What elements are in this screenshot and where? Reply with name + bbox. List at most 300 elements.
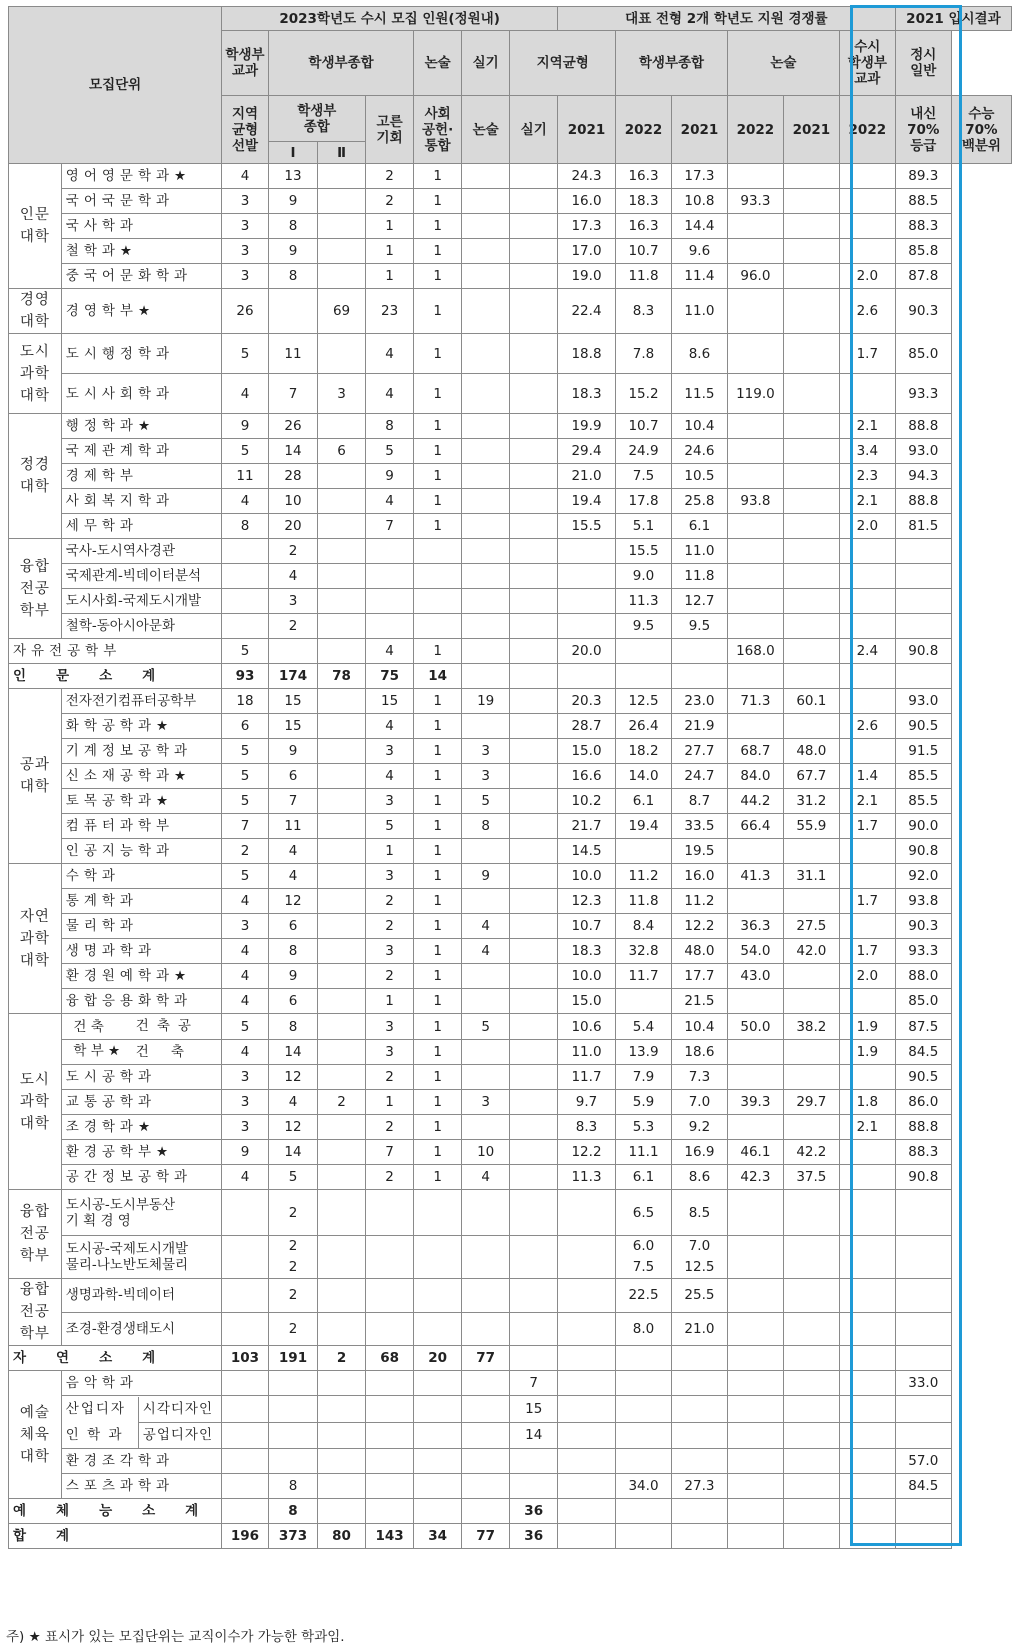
value-cell: 90.3 — [895, 914, 951, 939]
value-cell — [510, 714, 558, 739]
value-cell — [414, 1312, 462, 1346]
value-cell: 1 — [414, 214, 462, 239]
value-cell: 3 — [222, 914, 268, 939]
value-cell — [318, 1371, 366, 1396]
value-cell: 10 — [461, 1140, 510, 1165]
value-cell — [783, 1346, 839, 1371]
value-cell — [414, 614, 462, 639]
table-row — [9, 814, 1012, 839]
value-cell: 8 — [268, 1014, 318, 1040]
value-cell — [895, 1346, 951, 1371]
value-cell: 88.3 — [895, 1140, 951, 1165]
value-cell: 8 — [365, 414, 414, 439]
value-cell: 1.7 — [839, 939, 895, 964]
value-cell — [616, 839, 672, 864]
value-cell — [365, 1236, 414, 1279]
value-cell — [783, 1115, 839, 1140]
value-cell — [783, 989, 839, 1014]
table-row — [9, 1014, 1012, 1040]
unit-name: 철학과★ — [61, 239, 221, 264]
value-cell: 5 — [268, 1165, 318, 1190]
value-cell — [839, 1474, 895, 1499]
value-cell: 12 — [268, 889, 318, 914]
value-cell — [318, 1115, 366, 1140]
value-cell: 4 — [222, 989, 268, 1014]
value-cell: 10.6 — [557, 1014, 615, 1040]
value-cell: 4 — [222, 964, 268, 989]
value-cell: 85.8 — [895, 239, 951, 264]
value-cell: 3 — [365, 939, 414, 964]
value-cell: 10.0 — [557, 964, 615, 989]
value-cell — [839, 739, 895, 764]
table-row — [9, 864, 1012, 889]
value-cell: 1 — [414, 739, 462, 764]
value-cell: 1 — [414, 264, 462, 289]
value-cell — [839, 564, 895, 589]
value-cell — [510, 864, 558, 889]
value-cell: 2.1 — [839, 414, 895, 439]
value-cell: 5 — [222, 439, 268, 464]
value-cell — [318, 1065, 366, 1090]
value-cell — [727, 1422, 783, 1449]
value-cell: 19.4 — [557, 489, 615, 514]
value-cell — [616, 1346, 672, 1371]
value-cell: 4 — [365, 489, 414, 514]
value-cell — [895, 564, 951, 589]
unit-name: 컴퓨터과학부 — [61, 814, 221, 839]
value-cell — [839, 1449, 895, 1474]
value-cell — [895, 1190, 951, 1236]
value-cell — [839, 1065, 895, 1090]
value-cell: 1 — [414, 164, 462, 189]
value-cell — [557, 1396, 615, 1423]
value-cell: 75 — [365, 664, 414, 689]
value-cell — [461, 164, 510, 189]
value-cell — [461, 489, 510, 514]
value-cell — [318, 239, 366, 264]
header-recruit-title: 2023학년도 수시 모집 인원(정원내) — [222, 7, 558, 31]
value-cell: 17.7 — [671, 964, 727, 989]
value-cell: 69 — [318, 289, 366, 334]
value-cell: 9.6 — [671, 239, 727, 264]
value-cell — [557, 1312, 615, 1346]
value-cell — [510, 374, 558, 414]
value-cell — [839, 239, 895, 264]
value-cell: 11.0 — [671, 539, 727, 564]
value-cell: 88.3 — [895, 214, 951, 239]
value-cell — [318, 489, 366, 514]
table-row — [9, 964, 1012, 989]
value-cell — [727, 439, 783, 464]
value-cell: 66.4 — [727, 814, 783, 839]
value-cell — [783, 239, 839, 264]
value-cell — [222, 1422, 268, 1449]
value-cell — [510, 789, 558, 814]
value-cell: 12.2 — [671, 914, 727, 939]
value-cell — [839, 1165, 895, 1190]
value-cell: 24.6 — [671, 439, 727, 464]
value-cell: 77 — [461, 1524, 510, 1549]
value-cell — [461, 1499, 510, 1524]
value-cell: 1 — [414, 889, 462, 914]
value-cell — [727, 1312, 783, 1346]
value-cell — [510, 639, 558, 664]
value-cell — [365, 1449, 414, 1474]
value-cell — [461, 1474, 510, 1499]
table-row — [9, 664, 1012, 689]
value-cell: 11.2 — [671, 889, 727, 914]
value-cell: 1 — [414, 914, 462, 939]
value-cell — [727, 1236, 783, 1279]
value-cell: 10.8 — [671, 189, 727, 214]
value-cell: 14 — [510, 1422, 558, 1449]
value-cell — [318, 1236, 366, 1279]
value-cell — [727, 889, 783, 914]
unit-name: 물리학과 — [61, 914, 221, 939]
value-cell: 1 — [414, 1140, 462, 1165]
header-social-contribution: 사회 공헌· 통합 — [414, 96, 462, 164]
value-cell — [671, 1371, 727, 1396]
table-row — [9, 439, 1012, 464]
value-cell: 11.3 — [616, 589, 672, 614]
value-cell: 5.1 — [616, 514, 672, 539]
value-cell — [839, 539, 895, 564]
table-row — [9, 1065, 1012, 1090]
value-cell — [895, 1312, 951, 1346]
value-cell: 14.0 — [616, 764, 672, 789]
value-cell: 11.0 — [671, 289, 727, 334]
value-cell — [783, 964, 839, 989]
value-cell — [839, 1279, 895, 1313]
value-cell — [510, 489, 558, 514]
table-row — [9, 1371, 1012, 1396]
value-cell — [318, 1140, 366, 1165]
value-cell: 24.7 — [671, 764, 727, 789]
value-cell — [671, 1396, 727, 1423]
value-cell: 18 — [222, 689, 268, 714]
value-cell — [727, 589, 783, 614]
value-cell — [895, 1396, 951, 1423]
value-cell: 15.0 — [557, 989, 615, 1014]
value-cell: 6 — [318, 439, 366, 464]
value-cell — [783, 539, 839, 564]
value-cell — [783, 489, 839, 514]
value-cell: 2.3 — [839, 464, 895, 489]
value-cell: 1 — [414, 864, 462, 889]
value-cell: 2 — [268, 1312, 318, 1346]
value-cell: 11.0 — [557, 1040, 615, 1065]
unit-name: 행정학과★ — [61, 414, 221, 439]
value-cell: 1 — [414, 334, 462, 374]
value-cell: 1.9 — [839, 1014, 895, 1040]
value-cell: 12.3 — [557, 889, 615, 914]
value-cell — [727, 714, 783, 739]
value-cell: 1 — [414, 1115, 462, 1140]
value-cell: 5 — [365, 439, 414, 464]
value-cell — [783, 564, 839, 589]
header-result-title: 2021 입시결과 — [895, 7, 1011, 31]
value-cell: 3.4 — [839, 439, 895, 464]
admissions-table-wrapper — [8, 6, 1012, 1549]
value-cell — [895, 614, 951, 639]
value-cell — [461, 639, 510, 664]
value-cell — [510, 589, 558, 614]
value-cell — [839, 1499, 895, 1524]
value-cell: 11.2 — [616, 864, 672, 889]
value-cell: 1.9 — [839, 1040, 895, 1065]
value-cell: 8.7 — [671, 789, 727, 814]
value-cell — [839, 689, 895, 714]
footnote: 주) ★ 표시가 있는 모집단위는 교직이수가 가능한 학과임. — [6, 1629, 345, 1645]
value-cell: 57.0 — [895, 1449, 951, 1474]
value-cell — [268, 1396, 318, 1423]
table-body — [9, 164, 1012, 1549]
value-cell — [318, 764, 366, 789]
value-cell: 42.3 — [727, 1165, 783, 1190]
value-cell: 93.8 — [895, 889, 951, 914]
value-cell: 15 — [268, 689, 318, 714]
value-cell: 3 — [365, 789, 414, 814]
value-cell: 2.4 — [839, 639, 895, 664]
value-cell — [318, 1422, 366, 1449]
value-cell — [783, 1065, 839, 1090]
value-cell — [318, 1396, 366, 1423]
value-cell: 168.0 — [727, 639, 783, 664]
value-cell: 81.5 — [895, 514, 951, 539]
value-cell: 48.0 — [783, 739, 839, 764]
value-cell — [318, 1499, 366, 1524]
value-cell: 31.1 — [783, 864, 839, 889]
header-equal-opportunity: 고른 기회 — [365, 96, 414, 164]
value-cell: 191 — [268, 1346, 318, 1371]
value-cell: 10.4 — [671, 1014, 727, 1040]
value-cell — [727, 839, 783, 864]
value-cell — [839, 189, 895, 214]
value-cell: 9.5 — [616, 614, 672, 639]
value-cell — [461, 1371, 510, 1396]
value-cell — [365, 1371, 414, 1396]
value-cell — [895, 539, 951, 564]
value-cell: 3 — [222, 1065, 268, 1090]
value-cell: 8 — [222, 514, 268, 539]
value-cell — [461, 334, 510, 374]
unit-name: 국제관계-빅데이터분석 — [61, 564, 221, 589]
value-cell — [671, 1499, 727, 1524]
value-cell — [222, 1279, 268, 1313]
value-cell — [510, 1140, 558, 1165]
value-cell: 15 — [510, 1396, 558, 1423]
value-cell — [222, 1312, 268, 1346]
value-cell — [510, 1190, 558, 1236]
table-row — [9, 189, 1012, 214]
value-cell: 8.4 — [616, 914, 672, 939]
value-cell: 5.4 — [616, 1014, 672, 1040]
value-cell — [839, 1346, 895, 1371]
value-cell: 33.0 — [895, 1371, 951, 1396]
value-cell: 4 — [365, 639, 414, 664]
value-cell — [727, 539, 783, 564]
value-cell: 11.8 — [616, 264, 672, 289]
value-cell — [510, 1236, 558, 1279]
unit-name: 환경공학부★ — [61, 1140, 221, 1165]
value-cell: 1 — [365, 1090, 414, 1115]
value-cell: 2 — [268, 1190, 318, 1236]
value-cell — [839, 164, 895, 189]
value-cell: 2 — [365, 889, 414, 914]
value-cell — [461, 374, 510, 414]
value-cell — [727, 1449, 783, 1474]
unit-name: 도시사회-국제도시개발 — [61, 589, 221, 614]
value-cell: 15.0 — [557, 739, 615, 764]
value-cell — [783, 464, 839, 489]
unit-name: 도시공-도시부동산 기 획 경 영 — [61, 1190, 221, 1236]
value-cell: 93.0 — [895, 689, 951, 714]
value-cell: 16.6 — [557, 764, 615, 789]
value-cell — [510, 164, 558, 189]
value-cell — [671, 1346, 727, 1371]
value-cell — [318, 589, 366, 614]
value-cell: 5 — [365, 814, 414, 839]
value-cell: 3 — [365, 1014, 414, 1040]
value-cell: 1.8 — [839, 1090, 895, 1115]
value-cell: 2.0 — [839, 514, 895, 539]
value-cell: 3 — [318, 374, 366, 414]
value-cell: 2.1 — [839, 789, 895, 814]
unit-name: 건축 — [61, 1040, 221, 1065]
value-cell: 1 — [414, 714, 462, 739]
value-cell — [783, 1312, 839, 1346]
value-cell: 7 — [268, 789, 318, 814]
value-cell: 9.7 — [557, 1090, 615, 1115]
value-cell: 8 — [268, 1474, 318, 1499]
value-cell: 15.2 — [616, 374, 672, 414]
college-name: 공과 대학 — [9, 689, 62, 864]
table-row — [9, 1524, 1012, 1549]
value-cell: 90.8 — [895, 839, 951, 864]
value-cell: 1 — [365, 264, 414, 289]
value-cell — [727, 1190, 783, 1236]
value-cell — [318, 334, 366, 374]
value-cell — [510, 564, 558, 589]
value-cell: 31.2 — [783, 789, 839, 814]
value-cell: 88.8 — [895, 489, 951, 514]
design-group: 산업디자 인 학 과 — [65, 1401, 126, 1443]
value-cell — [461, 1190, 510, 1236]
value-cell: 4 — [268, 1090, 318, 1115]
value-cell — [461, 1422, 510, 1449]
value-cell — [839, 839, 895, 864]
value-cell — [510, 264, 558, 289]
table-header — [9, 7, 1012, 164]
value-cell — [365, 539, 414, 564]
value-cell: 21.7 — [557, 814, 615, 839]
value-cell — [414, 1474, 462, 1499]
value-cell — [783, 1279, 839, 1313]
value-cell — [783, 1371, 839, 1396]
value-cell — [318, 964, 366, 989]
value-cell — [461, 714, 510, 739]
value-cell: 68.7 — [727, 739, 783, 764]
unit-name: 세무학과 — [61, 514, 221, 539]
header-year-essay-2022: 2022 — [839, 96, 895, 164]
value-cell — [783, 714, 839, 739]
value-cell: 20.3 — [557, 689, 615, 714]
value-cell: 88.0 — [895, 964, 951, 989]
table-row — [9, 539, 1012, 564]
value-cell: 2 — [222, 839, 268, 864]
value-cell — [318, 889, 366, 914]
value-cell — [783, 1396, 839, 1423]
value-cell — [461, 964, 510, 989]
table-row — [9, 374, 1012, 414]
value-cell — [222, 589, 268, 614]
value-cell: 18.6 — [671, 1040, 727, 1065]
value-cell — [510, 1279, 558, 1313]
value-cell — [318, 864, 366, 889]
value-cell: 5.3 — [616, 1115, 672, 1140]
arch-group: 건 축 학 부 ★ — [73, 1019, 121, 1059]
value-cell — [365, 1474, 414, 1499]
table-row — [9, 1312, 1012, 1346]
value-cell — [510, 889, 558, 914]
value-cell — [222, 614, 268, 639]
value-cell: 2.1 — [839, 1115, 895, 1140]
value-cell — [895, 1499, 951, 1524]
value-cell: 14 — [414, 664, 462, 689]
value-cell: 90.8 — [895, 1165, 951, 1190]
value-cell: 7.0 — [671, 1090, 727, 1115]
value-cell: 6 — [268, 764, 318, 789]
value-cell — [783, 334, 839, 374]
value-cell: 4 — [365, 764, 414, 789]
unit-name: 합계 — [9, 1524, 222, 1549]
value-cell: 7.8 — [616, 334, 672, 374]
value-cell — [839, 1371, 895, 1396]
header-comprehensive-1: Ⅰ — [268, 142, 318, 164]
value-cell: 7 — [268, 374, 318, 414]
value-cell — [461, 589, 510, 614]
value-cell: 21.0 — [671, 1312, 727, 1346]
value-cell: 28 — [268, 464, 318, 489]
value-cell: 6.1 — [616, 789, 672, 814]
value-cell: 5 — [222, 1014, 268, 1040]
value-cell — [461, 214, 510, 239]
value-cell: 1 — [365, 214, 414, 239]
header-regional-selection: 지역 균형 선발 — [222, 96, 268, 164]
value-cell: 10.5 — [671, 464, 727, 489]
unit-name: 영어영문학과★ — [61, 164, 221, 189]
value-cell: 3 — [222, 1090, 268, 1115]
value-cell: 4 — [222, 374, 268, 414]
value-cell: 7.5 — [616, 464, 672, 489]
table-row — [9, 564, 1012, 589]
table-row — [9, 1140, 1012, 1165]
table-row — [9, 164, 1012, 189]
value-cell — [461, 1236, 510, 1279]
value-cell: 17.8 — [616, 489, 672, 514]
value-cell: 11.5 — [671, 374, 727, 414]
value-cell: 77 — [461, 1346, 510, 1371]
value-cell: 3 — [268, 589, 318, 614]
value-cell — [783, 414, 839, 439]
value-cell: 48.0 — [671, 939, 727, 964]
value-cell: 19.4 — [616, 814, 672, 839]
unit-name: 중국어문화학과 — [61, 264, 221, 289]
value-cell: 25.8 — [671, 489, 727, 514]
value-cell: 6.0 7.5 — [616, 1236, 672, 1279]
value-cell — [783, 189, 839, 214]
value-cell: 13.9 — [616, 1040, 672, 1065]
